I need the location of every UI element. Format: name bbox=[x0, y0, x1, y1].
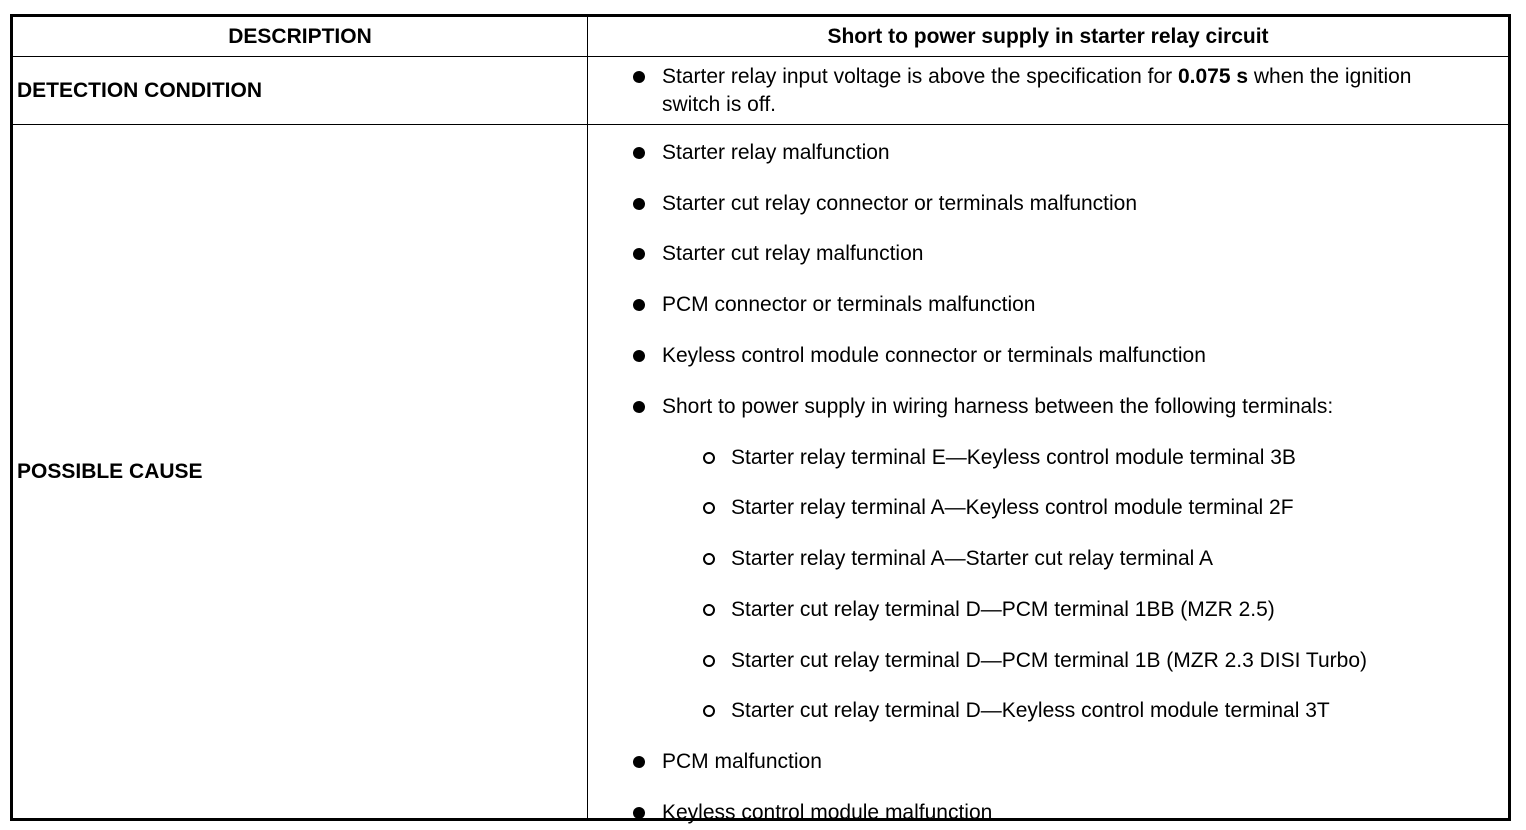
bullet-icon bbox=[633, 71, 645, 83]
table-header-row bbox=[13, 17, 1508, 57]
detection-condition-cell bbox=[588, 57, 1508, 124]
bullet-icon bbox=[633, 299, 645, 311]
possible-cause-row bbox=[13, 125, 1508, 824]
header-title: Short to power supply in starter relay circuit bbox=[827, 24, 1269, 48]
diagnostic-table bbox=[10, 14, 1511, 824]
sub-bullet-icon bbox=[703, 553, 715, 565]
detection-condition-label-cell bbox=[13, 57, 588, 124]
sub-bullet-icon bbox=[703, 452, 715, 464]
possible-cause-cell: Starter relay malfunction Starter cut relay connector or terminals malfunction Starter cut relay malfunction PCM connector or terminals malfunction Keyless control module connector or terminals malfunction Short to power supply in wiring harness between the following terminals: Starter relay terminal E—Keyless control module terminal 3B Starter relay terminal A—Keyless control module terminal 2F Starter relay terminal A—Starter cut relay terminal A Starter cut relay terminal D—PCM terminal 1BB (MZR 2.5) Starter cut relay terminal D—PCM terminal 1B (MZR 2.3 DISI Turbo) Starter cut relay terminal D—Keyless control module terminal 3T PCM malfunction Keyless control module malfunction bbox=[588, 125, 1508, 818]
bullet-icon bbox=[633, 401, 645, 413]
bullet-icon bbox=[633, 756, 645, 768]
bullet-icon bbox=[633, 147, 645, 159]
bullet-icon bbox=[633, 807, 645, 819]
detection-condition-text: Starter relay input voltage is above the specification for 0.075 s when the ignition switch is off. bbox=[662, 65, 1412, 116]
bullet-icon bbox=[633, 350, 645, 362]
sub-bullet-icon bbox=[703, 604, 715, 616]
sub-bullet-icon bbox=[703, 655, 715, 667]
detection-condition-label: DETECTION CONDITION bbox=[17, 78, 262, 102]
detection-condition-row bbox=[13, 57, 1508, 125]
sub-bullet-icon bbox=[703, 502, 715, 514]
bullet-icon bbox=[633, 248, 645, 260]
sub-bullet-icon bbox=[703, 705, 715, 717]
possible-cause-label-cell bbox=[13, 125, 588, 818]
possible-cause-label: POSSIBLE CAUSE bbox=[17, 459, 203, 483]
bullet-icon bbox=[633, 198, 645, 210]
header-description: DESCRIPTION bbox=[13, 17, 588, 56]
detection-time-value: 0.075 s bbox=[1177, 65, 1249, 88]
